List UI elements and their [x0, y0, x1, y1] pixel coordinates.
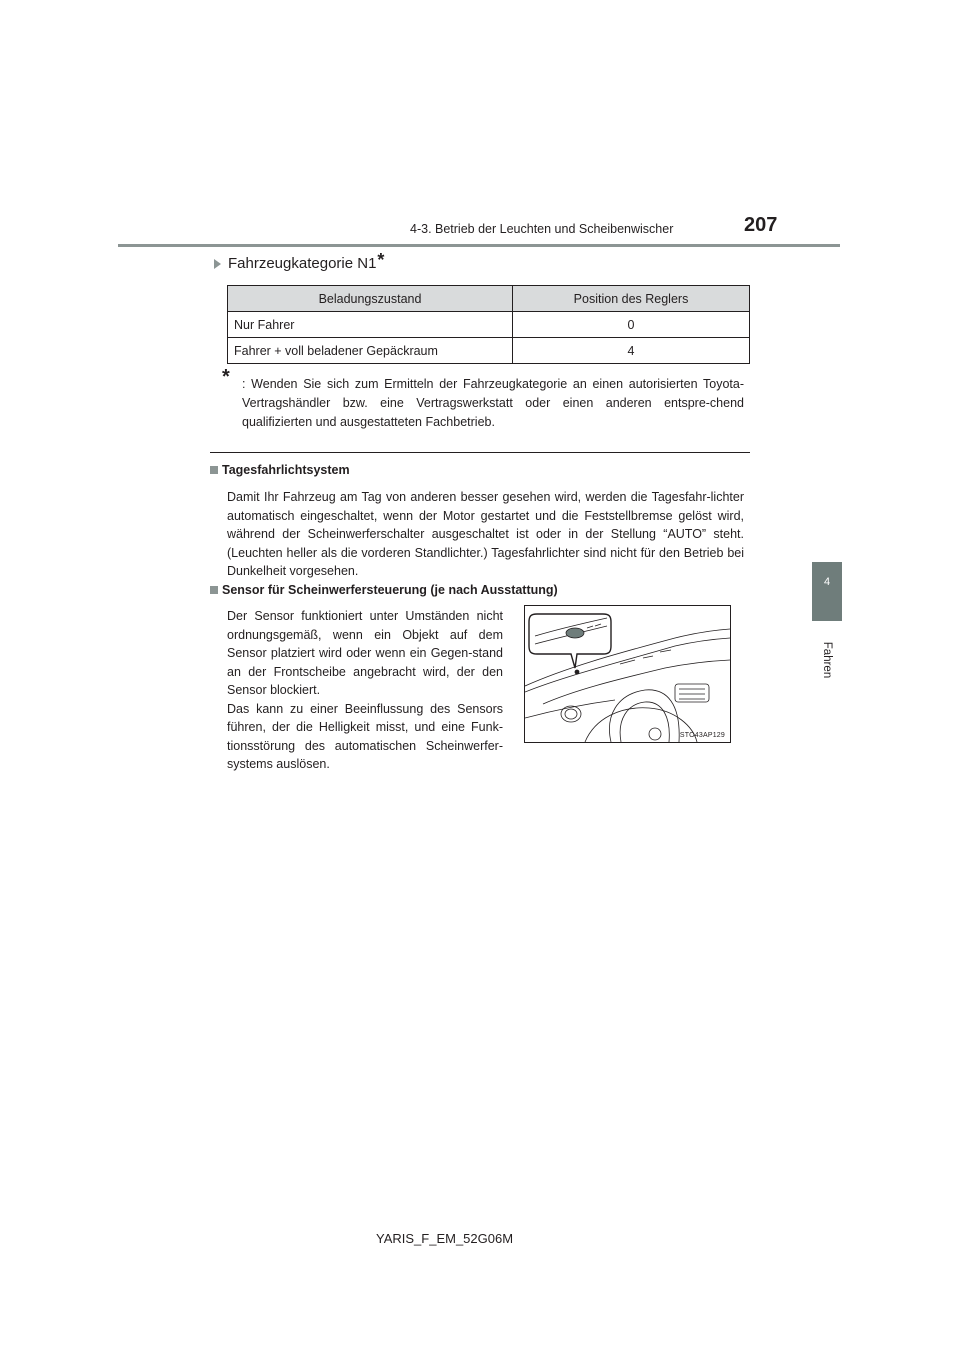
table-cell: Nur Fahrer — [228, 312, 513, 338]
chapter-label: Fahren — [821, 641, 833, 679]
header-divider — [118, 244, 840, 247]
section-heading — [210, 583, 558, 597]
page-number: 207 — [744, 214, 778, 236]
running-header-section: 4-3. Betrieb der Leuchten und Scheibenwischer — [410, 222, 674, 236]
subheading — [214, 250, 385, 276]
document-code: YARIS_F_EM_52G06M — [376, 1231, 514, 1246]
triangle-bullet-icon — [214, 259, 221, 269]
table-header-cell: Position des Reglers — [513, 286, 750, 312]
chapter-tab — [812, 562, 842, 621]
section-title: Tagesfahrlichtsystem — [222, 463, 350, 477]
footnote-marker: * — [222, 366, 230, 388]
section-title: Sensor für Scheinwerfersteuerung (je nach Ausstattung) — [222, 583, 558, 597]
table-row — [228, 338, 750, 364]
table-cell: 0 — [513, 312, 750, 338]
table-cell: 4 — [513, 338, 750, 364]
square-bullet-icon — [210, 466, 218, 474]
subheading-text: Fahrzeugkategorie N1 — [228, 255, 377, 272]
section-body-paragraph: Das kann zu einer Beeinflussung des Sensors führen, der die Helligkeit misst, und eine Funk-tionsstörung des automatischen Scheinwerfer-systems auslösen. — [227, 701, 503, 771]
table-header-row — [228, 286, 750, 312]
square-bullet-icon — [210, 586, 218, 594]
footnote-text: : Wenden Sie sich zum Ermitteln der Fahrzeugkategorie an einen autorisierten Toyota-Vertragshändler bzw. eine Vertragswerkstatt oder einen anderen entspre-chend qualifizierten und ausgestatteten Fachbetrieb. — [242, 377, 744, 429]
load-condition-table — [227, 285, 750, 364]
section-body-paragraph: Der Sensor funktioniert unter Umständen nicht ordnungsgemäß, wenn ein Objekt auf dem Sensor platziert wird oder wenn ein Gegen-stand an der Frontscheibe angebracht wird, der den Sensor blockiert. — [227, 609, 503, 697]
section-divider — [210, 452, 750, 453]
chapter-number: 4 — [823, 576, 831, 588]
table-row — [228, 312, 750, 338]
dashboard-illustration — [525, 606, 730, 742]
sensor-location-figure — [524, 605, 731, 743]
section-body — [227, 607, 503, 774]
section-heading — [210, 463, 350, 477]
table-header-cell: Beladungszustand — [228, 286, 513, 312]
table-cell: Fahrer + voll beladener Gepäckraum — [228, 338, 513, 364]
asterisk-marker: * — [377, 250, 385, 270]
section-body: Damit Ihr Fahrzeug am Tag von anderen besser gesehen wird, werden die Tagesfahr-lichter automatisch eingeschaltet, wenn der Motor gestartet und die Feststellbremse gelöst wird, während der Scheinwerferschalter ausgeschaltet ist oder in der Stellung “AUTO” steht. (Leuchten heller als die vorderen Standlichter.) Tagesfahrlichter sind nicht für den Betrieb bei Dunkelheit vorgesehen. — [227, 490, 744, 578]
figure-label: STO43AP129 — [679, 732, 725, 739]
